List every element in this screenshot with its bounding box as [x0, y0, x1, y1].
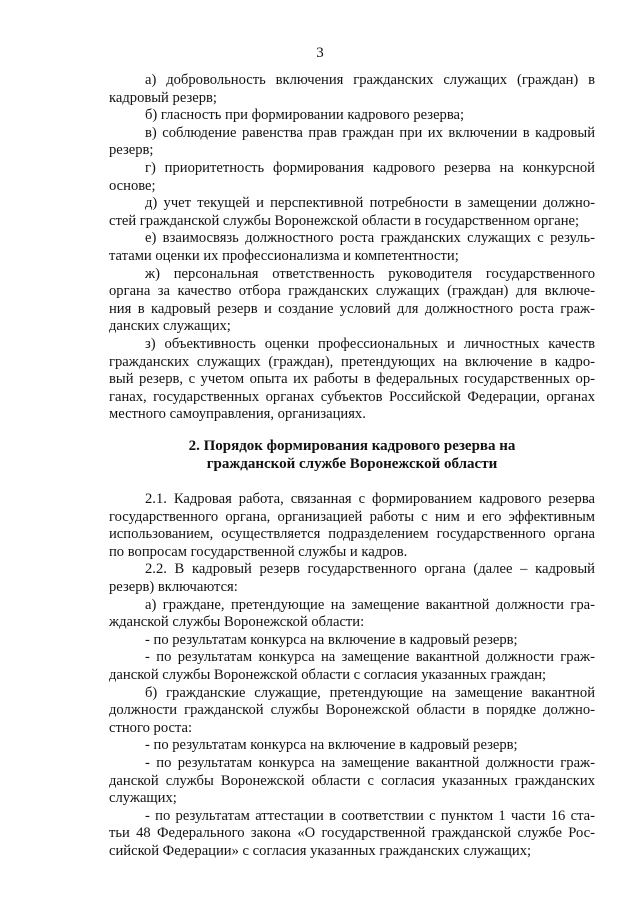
text-line: гражданских служащих (граждан), претендующих на включение в кадро- [109, 353, 595, 370]
text-line: е) взаимосвязь должностного роста гражданских служащих с резуль- [145, 230, 595, 247]
text-line: основе; [109, 177, 156, 194]
text-line: ж) персональная ответственность руководителя государственного [145, 265, 595, 282]
text-line: тьи 48 Федерального закона «О государственной гражданской службе Рос- [109, 825, 595, 842]
section-body [109, 491, 595, 860]
section-heading [109, 437, 595, 473]
text-line: 2.2. В кадровый резерв государственного органа (далее – кадровый [145, 561, 595, 578]
text-line: по вопросам государственной службы и кадров. [109, 543, 408, 560]
text-line: в) соблюдение равенства прав граждан при их включении в кадровый [145, 124, 595, 141]
text-line: органа за качество отбора гражданских служащих (граждан) для включе- [109, 283, 595, 300]
text-line: вый резерв, с учетом опыта их работы в федеральных государственных ор- [109, 371, 595, 388]
heading-line: гражданской службе Воронежской области [206, 456, 498, 472]
text-line: б) гласность при формировании кадрового резерва; [145, 107, 465, 124]
text-line: использованием, осуществляется подразделением государственного органа [109, 526, 595, 543]
text-line: служащих; [109, 790, 177, 807]
heading-line: 2. Порядок формирования кадрового резерва на [188, 438, 516, 454]
text-line: жданской службы Воронежской области: [109, 614, 365, 631]
page-number: 3 [316, 45, 324, 61]
text-line: - по результатам конкурса на замещение вакантной должности граж- [145, 754, 595, 771]
text-line: - по результатам конкурса на включение в кадровый резерв; [145, 631, 518, 648]
principles-list [109, 72, 595, 424]
text-line: - по результатам конкурса на включение в кадровый резерв; [145, 737, 518, 754]
text-line: 2.1. Кадровая работа, связанная с формированием кадрового резерва [145, 491, 595, 507]
text-line: а) граждане, претендующие на замещение вакантной должности гра- [145, 596, 595, 613]
text-line: б) гражданские служащие, претендующие на замещение вакантной [145, 684, 595, 701]
text-line: з) объективность оценки профессиональных и личностных качеств [145, 335, 595, 352]
text-line: данской службы Воронежской области с согласия указанных граждан; [109, 666, 547, 683]
text-line: местного самоуправления, организациях. [109, 406, 366, 423]
text-line: резерв) включаются: [109, 578, 238, 595]
text-line: кадровый резерв; [109, 89, 217, 106]
text-line: а) добровольность включения гражданских служащих (граждан) в [145, 72, 595, 88]
text-line: татами оценки их профессионализма и компетентности; [109, 247, 459, 264]
text-line: должности гражданской службы Воронежской области в порядке должно- [109, 702, 595, 719]
text-line: ния в кадровый резерв и создание условий для должностного роста граж- [109, 300, 595, 317]
text-line: г) приоритетность формирования кадрового резерва на конкурсной [145, 159, 595, 176]
text-line: д) учет текущей и перспективной потребности в замещении должно- [145, 195, 595, 212]
text-line: резерв; [109, 142, 154, 159]
text-line: стного роста: [109, 719, 193, 736]
text-line: ганах, государственных органах субъектов Российской Федерации, органах [109, 388, 595, 405]
text-line: данской службы Воронежской области с согласия указанных гражданских [109, 772, 595, 789]
text-line: сийской Федерации» с согласия указанных гражданских служащих; [109, 842, 532, 859]
text-line: государственного органа, организацией работы с ним и его эффективным [109, 508, 595, 525]
text-line: стей гражданской службы Воронежской области в государственном органе; [109, 212, 580, 229]
text-line: - по результатам конкурса на замещение вакантной должности граж- [145, 649, 595, 666]
text-line: - по результатам аттестации в соответствии с пунктом 1 части 16 ста- [145, 807, 595, 824]
text-line: данских служащих; [109, 318, 231, 335]
